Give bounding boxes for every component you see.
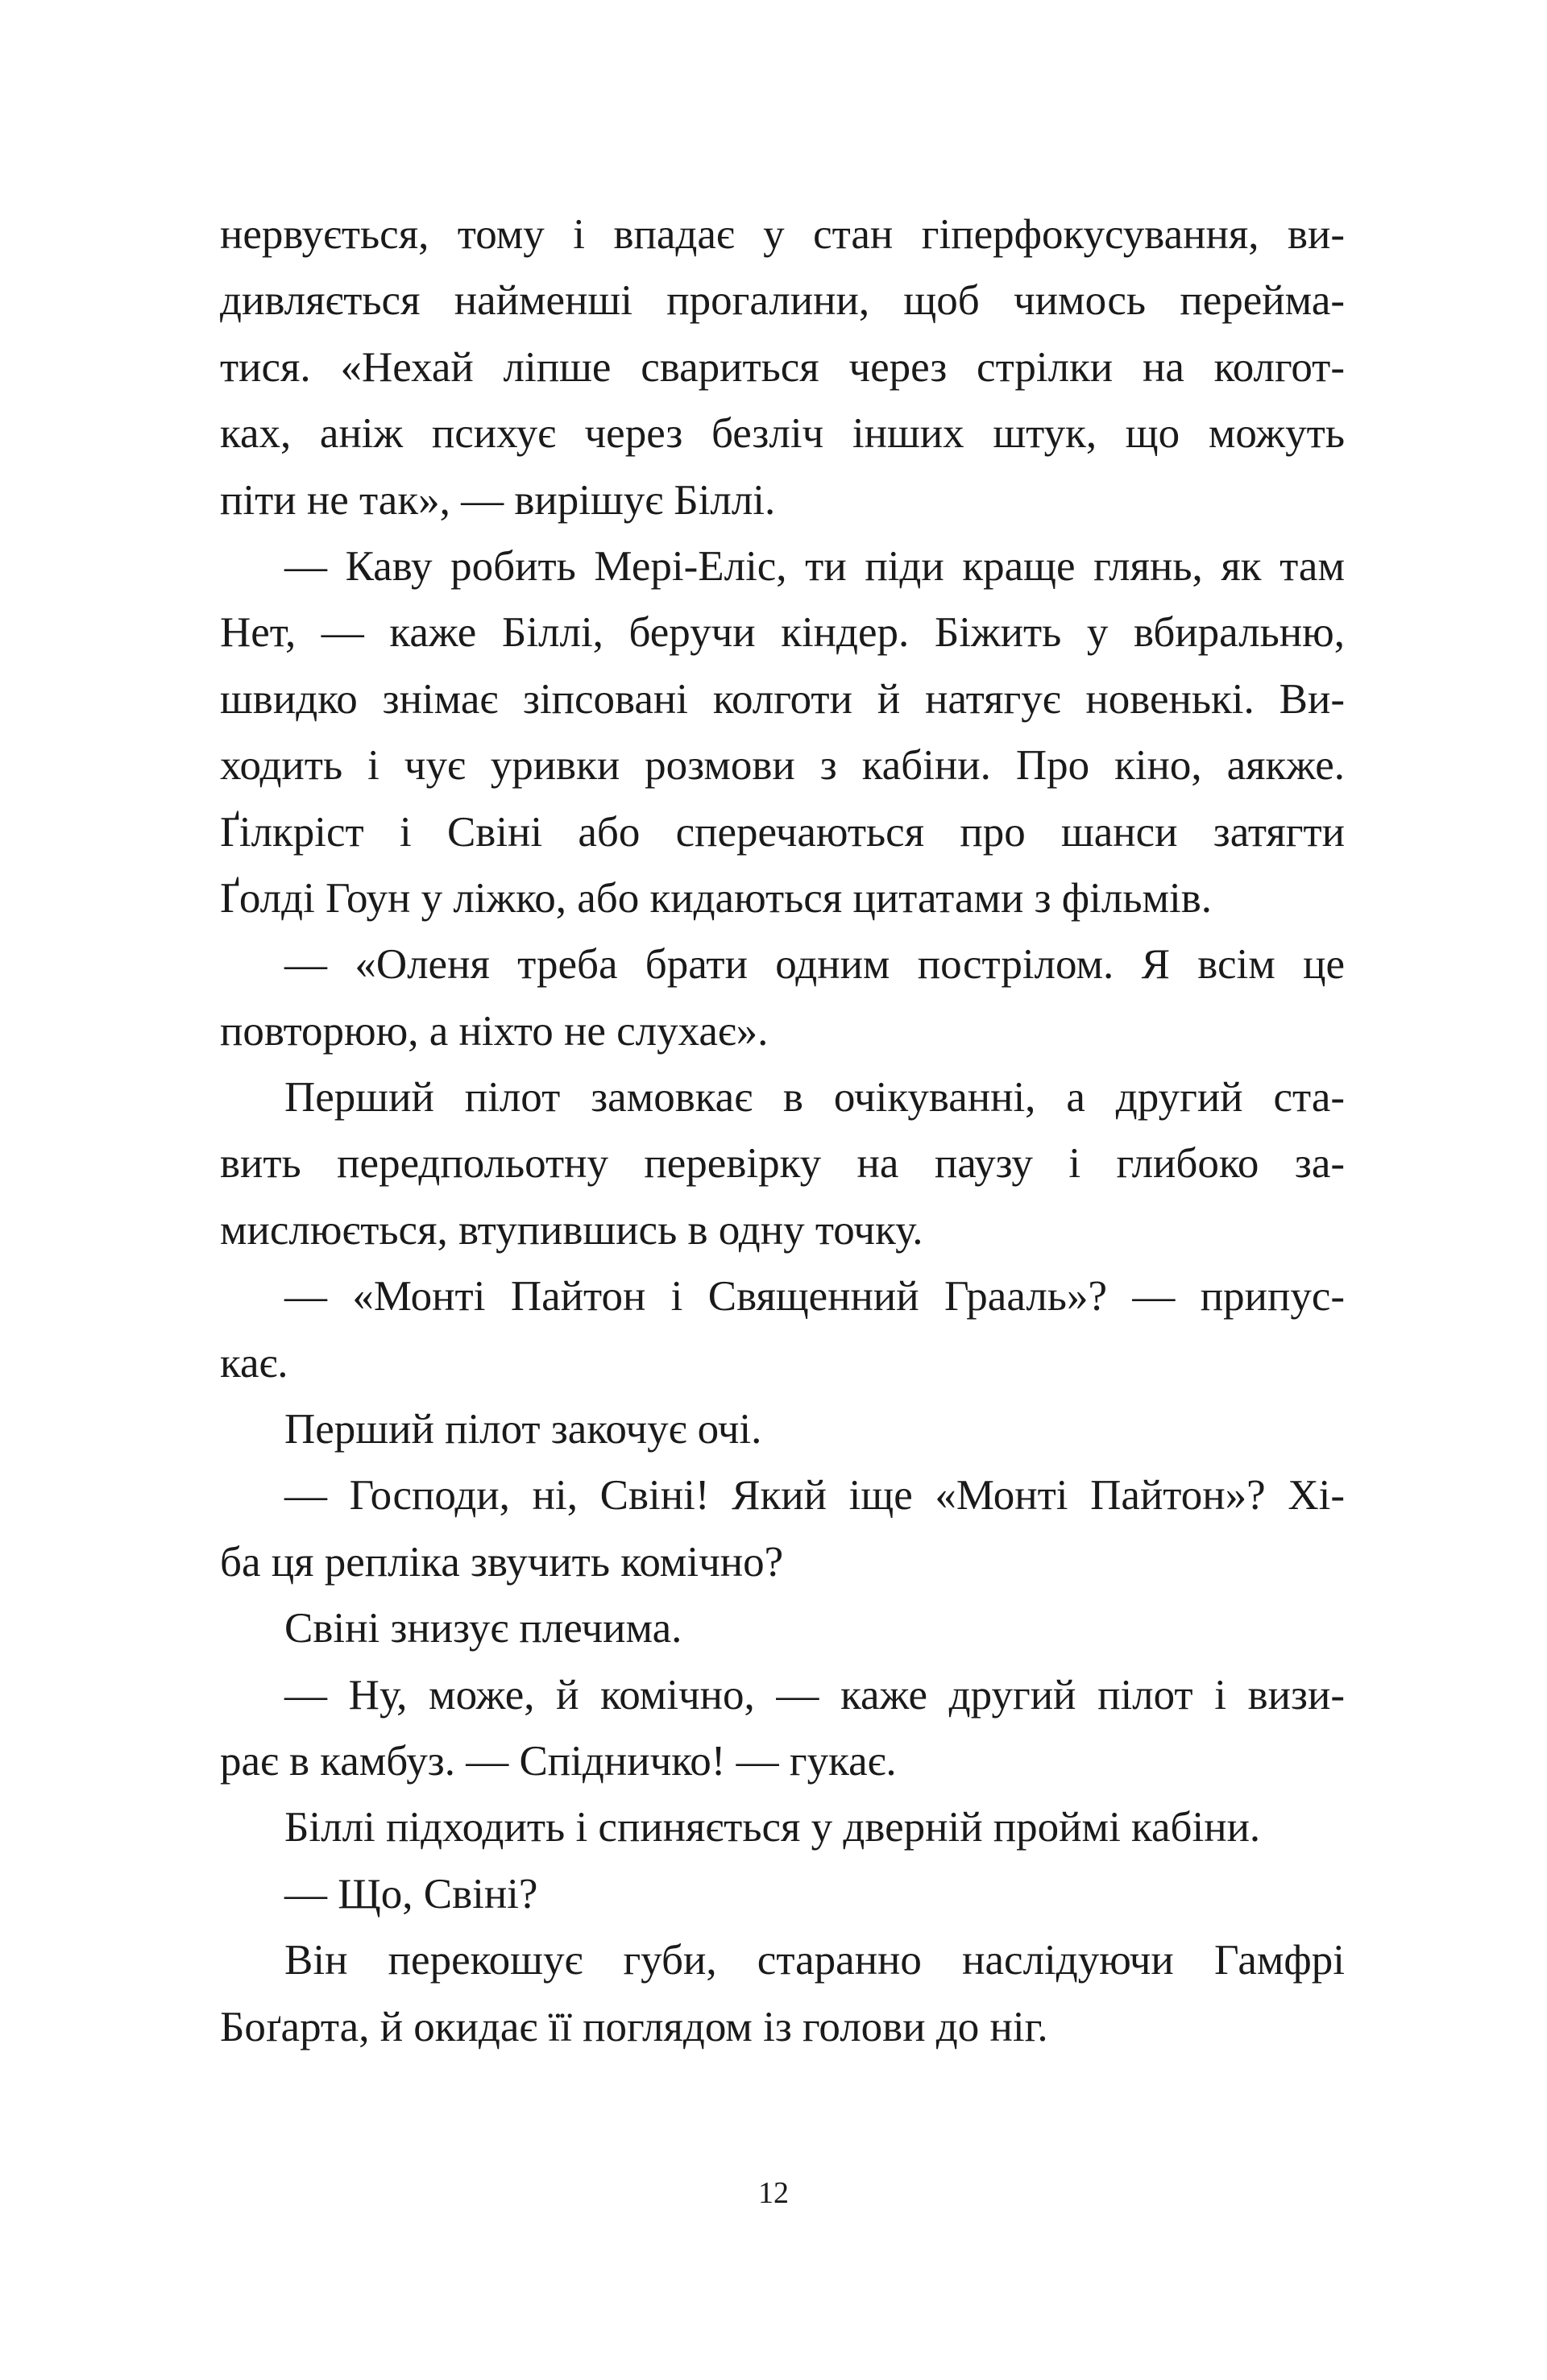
text-line: ходить і чує уривки розмови з кабіни. Про кіно, аякже. [220,742,1345,790]
text-line: піти не так», — вирішує Біллі. [220,476,776,524]
text-line: швидко знімає зіпсовані колготи й натягує новенькі. Ви- [220,675,1345,723]
text-line: — Що, Свіні? [284,1870,538,1918]
text-line: мислюється, втупившись в одну точку. [220,1206,923,1254]
text-line: вить передпольотну перевірку на паузу і глибоко за- [220,1140,1345,1188]
text-line: Біллі підходить і спиняється у дверній проймі кабіни. [284,1804,1261,1851]
text-line: нервується, тому і впадає у стан гіперфокусування, ви- [220,211,1345,258]
text-line: — Каву робить Мері-Еліс, ти піди краще глянь, як там [284,542,1345,590]
text-line: Ґілкріст і Свіні або сперечаються про шанси затягти [220,808,1345,856]
text-line: дивляється найменші прогалини, щоб чимось перейма- [220,277,1345,325]
text-line: — Господи, ні, Свіні! Який іще «Монті Пайтон»? Хі- [284,1472,1345,1520]
text-line: кає. [220,1339,288,1387]
text-line: — «Монті Пайтон і Священний Грааль»? — припус- [284,1273,1345,1321]
page-number: 12 [758,2176,789,2210]
text-line: тися. «Нехай ліпше свариться через стрілки на колгот- [220,343,1345,391]
text-line: ках, аніж психує через безліч інших штук, що можуть [220,410,1345,458]
text-line: Свіні знизує плечима. [284,1605,682,1652]
text-line: повторюю, а ніхто не слухає». [220,1007,769,1055]
text-line: рає в камбуз. — Спідничко! — гукає. [220,1737,897,1785]
body-text [220,201,1345,2060]
text-line: ба ця репліка звучить комічно? [220,1538,784,1586]
text-line: — «Оленя треба брати одним пострілом. Я всім це [284,941,1345,989]
text-line: Боґарта, й окидає її поглядом із голови до ніг. [220,2003,1048,2050]
text-line: — Ну, може, й комічно, — каже другий пілот і визи- [284,1671,1345,1719]
text-line: Він перекошує губи, старанно наслідуючи Гамфрі [284,1937,1345,1984]
text-line: Ґолді Гоун у ліжко, або кидаються цитатами з фільмів. [220,874,1213,922]
text-line: Нет, — каже Біллі, беручи кіндер. Біжить у вбиральню, [220,609,1345,657]
text-line: Перший пілот замовкає в очікуванні, а другий ста- [284,1074,1345,1122]
text-line: Перший пілот закочує очі. [284,1406,762,1453]
